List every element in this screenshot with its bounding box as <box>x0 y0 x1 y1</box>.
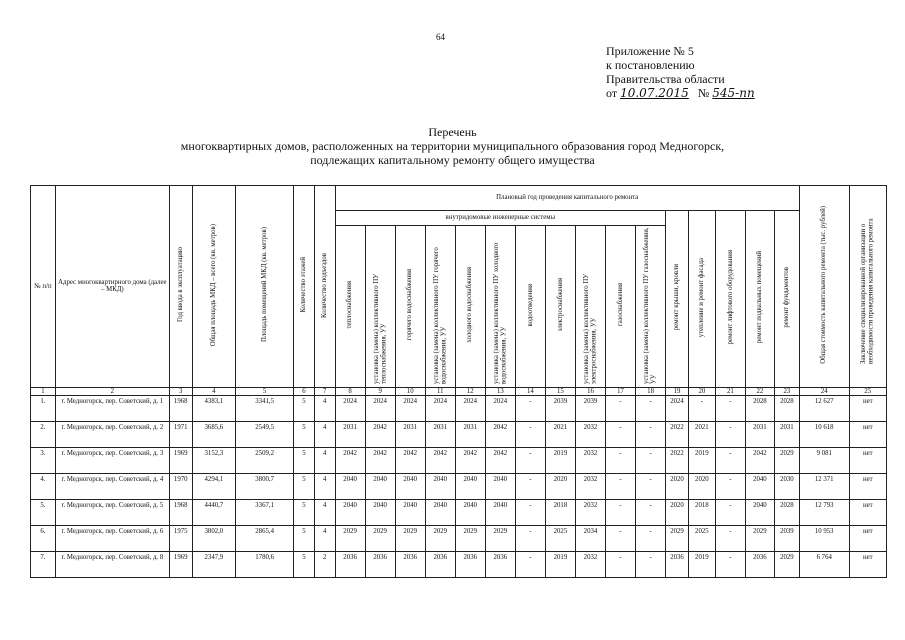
table-cell: 2040 <box>455 474 485 500</box>
header-entrances: Количество подъездов <box>314 186 335 388</box>
header-lift: ремонт лифтового оборудования <box>715 211 745 388</box>
table-cell: 2036 <box>745 552 774 578</box>
header-sewer: водоотведения <box>515 226 545 388</box>
column-number: 19 <box>666 387 689 396</box>
table-cell: 2040 <box>425 500 455 526</box>
table-cell: нет <box>849 552 886 578</box>
header-premises-area: Площадь помещений МКД (кв. метров) <box>236 186 294 388</box>
header-electric-pu: установка (замена) коллективного ПУ электроснабжения, УУ <box>575 226 605 388</box>
table-cell: 2865,4 <box>236 526 294 552</box>
handwritten-date: 10.07.2015 <box>620 86 689 100</box>
column-number: 10 <box>395 387 425 396</box>
table-cell: 2 <box>314 552 335 578</box>
table-cell: 2040 <box>745 474 774 500</box>
table-cell: 2029 <box>774 552 799 578</box>
table-cell: - <box>715 396 745 422</box>
table-cell: 9 081 <box>799 448 849 474</box>
table-row <box>31 422 887 448</box>
table-cell: 5 <box>294 526 315 552</box>
table-cell: 2024 <box>425 396 455 422</box>
table-cell: 2042 <box>485 422 515 448</box>
column-number: 18 <box>636 387 666 396</box>
table-cell: 2029 <box>485 526 515 552</box>
table-cell: 2040 <box>395 500 425 526</box>
table-cell: 2030 <box>774 474 799 500</box>
table-cell: 2028 <box>774 500 799 526</box>
column-number: 7 <box>314 387 335 396</box>
address-cell: г. Медногорск, пер. Советский, д. 5 <box>55 500 169 526</box>
table-cell: 2032 <box>575 500 605 526</box>
appendix-date-line <box>606 86 755 100</box>
table-cell: 10 618 <box>799 422 849 448</box>
table-cell: 12 627 <box>799 396 849 422</box>
table-cell: 2034 <box>575 526 605 552</box>
column-number: 4 <box>192 387 236 396</box>
header-heat: теплоснабжения <box>335 226 365 388</box>
table-cell: 2036 <box>335 552 365 578</box>
table-cell: 1971 <box>169 422 192 448</box>
header-facade: утепление и ремонт фасада <box>688 211 715 388</box>
capital-repair-table <box>30 185 887 578</box>
table-cell: 2020 <box>666 474 689 500</box>
header-planned-year: Плановый год проведения капитального ремонта <box>335 186 799 211</box>
header-electric: электроснабжения <box>545 226 575 388</box>
table-cell: 6. <box>31 526 56 552</box>
table-cell: 2029 <box>745 526 774 552</box>
table-cell: 2040 <box>455 500 485 526</box>
table-cell: 4 <box>314 526 335 552</box>
table-cell: 2024 <box>485 396 515 422</box>
table-cell: - <box>606 500 636 526</box>
header-floors: Количество этажей <box>294 186 315 388</box>
address-cell: г. Медногорск, пер. Советский, д. 1 <box>55 396 169 422</box>
column-number: 16 <box>575 387 605 396</box>
table-cell: - <box>715 500 745 526</box>
header-hotwater: горячего водоснабжения <box>395 226 425 388</box>
table-cell: 1975 <box>169 526 192 552</box>
address-cell: г. Медногорск, пер. Советский, д. 6 <box>55 526 169 552</box>
table-cell: 4 <box>314 448 335 474</box>
table-cell: 2032 <box>575 422 605 448</box>
table-cell: - <box>515 474 545 500</box>
table-cell: 3. <box>31 448 56 474</box>
table-cell: 2042 <box>395 448 425 474</box>
table-row <box>31 396 887 422</box>
table-cell: - <box>515 448 545 474</box>
handwritten-number: 545-пп <box>712 86 755 100</box>
table-cell: 2040 <box>425 474 455 500</box>
table-cell: 5 <box>294 552 315 578</box>
table-cell: 1969 <box>169 552 192 578</box>
table-cell: 2025 <box>688 526 715 552</box>
column-number: 20 <box>688 387 715 396</box>
header-year: Год ввода в эксплуатацию <box>169 186 192 388</box>
column-number: 15 <box>545 387 575 396</box>
table-cell: 2028 <box>745 396 774 422</box>
table-cell: - <box>715 422 745 448</box>
table-cell: 2549,5 <box>236 422 294 448</box>
table-cell: 2022 <box>666 422 689 448</box>
table-cell: 2042 <box>745 448 774 474</box>
table-cell: 1968 <box>169 396 192 422</box>
column-number: 21 <box>715 387 745 396</box>
table-cell: нет <box>849 500 886 526</box>
table-cell: 2029 <box>455 526 485 552</box>
header-heat-pu: установка (замена) коллективного ПУ теплоснабжения, УУ <box>365 226 395 388</box>
table-cell: 2032 <box>575 552 605 578</box>
table-cell: 2021 <box>545 422 575 448</box>
table-cell: 2032 <box>575 474 605 500</box>
table-cell: 2018 <box>688 500 715 526</box>
table-cell: 2040 <box>485 474 515 500</box>
column-number: 3 <box>169 387 192 396</box>
address-cell: г. Медногорск, пер. Советский, д. 8 <box>55 552 169 578</box>
table-cell: - <box>636 552 666 578</box>
header-gas-pu: установка (замена) коллективного ПУ газоснабжения, УУ <box>636 226 666 388</box>
table-cell: 2036 <box>365 552 395 578</box>
column-number-row <box>31 387 887 396</box>
table-cell: нет <box>849 396 886 422</box>
table-cell: 2029 <box>365 526 395 552</box>
table-cell: 2025 <box>545 526 575 552</box>
table-cell: 6 764 <box>799 552 849 578</box>
table-cell: 2024 <box>666 396 689 422</box>
table-cell: 2024 <box>365 396 395 422</box>
address-cell: г. Медногорск, пер. Советский, д. 3 <box>55 448 169 474</box>
from-label: от <box>606 86 618 100</box>
table-cell: 2040 <box>485 500 515 526</box>
header-hotwater-pu: установка (замена) коллективного ПУ горячего водоснабжения, УУ <box>425 226 455 388</box>
table-cell: 4 <box>314 500 335 526</box>
column-number: 8 <box>335 387 365 396</box>
table-cell: 4440,7 <box>192 500 236 526</box>
appendix-title: Приложение № 5 <box>606 44 694 58</box>
column-number: 13 <box>485 387 515 396</box>
table-cell: 5 <box>294 396 315 422</box>
table-cell: - <box>606 552 636 578</box>
table-cell: - <box>606 448 636 474</box>
page-number: 64 <box>436 32 445 42</box>
table-cell: 2031 <box>455 422 485 448</box>
table-cell: 2028 <box>774 396 799 422</box>
table-cell: 2029 <box>395 526 425 552</box>
header-engineering-systems: внутридомовые инженерные системы <box>335 211 666 226</box>
table-cell: 2036 <box>485 552 515 578</box>
column-number: 1 <box>31 387 56 396</box>
table-cell: 2029 <box>335 526 365 552</box>
table-cell: 5 <box>294 422 315 448</box>
table-cell: 12 371 <box>799 474 849 500</box>
table-cell: 5 <box>294 448 315 474</box>
table-cell: 1970 <box>169 474 192 500</box>
table-cell: 2036 <box>666 552 689 578</box>
header-total-area: Общая площадь МКД – всего (кв. метров) <box>192 186 236 388</box>
column-number: 24 <box>799 387 849 396</box>
table-cell: нет <box>849 526 886 552</box>
table-cell: 2042 <box>365 448 395 474</box>
table-cell: 1. <box>31 396 56 422</box>
table-cell: 2022 <box>666 448 689 474</box>
table-cell: 2020 <box>545 474 575 500</box>
table-cell: 1780,6 <box>236 552 294 578</box>
table-cell: 2019 <box>545 448 575 474</box>
table-cell: 2024 <box>455 396 485 422</box>
appendix-block <box>606 44 755 100</box>
table-cell: 2042 <box>455 448 485 474</box>
table-cell: - <box>636 526 666 552</box>
table-cell: 5 <box>294 474 315 500</box>
table-cell: 2032 <box>575 448 605 474</box>
column-number: 23 <box>774 387 799 396</box>
table-cell: 2019 <box>545 552 575 578</box>
table-cell: 2036 <box>425 552 455 578</box>
column-number: 9 <box>365 387 395 396</box>
table-cell: нет <box>849 474 886 500</box>
table-cell: - <box>636 396 666 422</box>
column-number: 2 <box>55 387 169 396</box>
table-cell: 2347,9 <box>192 552 236 578</box>
header-gas: газоснабжения <box>606 226 636 388</box>
table-cell: 2020 <box>688 474 715 500</box>
column-number: 5 <box>236 387 294 396</box>
header-address: Адрес многоквартирного дома (далее – МКД) <box>55 186 169 388</box>
table-cell: 4. <box>31 474 56 500</box>
table-cell: 1968 <box>169 500 192 526</box>
column-number: 6 <box>294 387 315 396</box>
table-row <box>31 448 887 474</box>
table-cell: - <box>606 396 636 422</box>
table-cell: - <box>606 422 636 448</box>
table-cell: 2039 <box>774 526 799 552</box>
column-number: 25 <box>849 387 886 396</box>
header-roof: ремонт крыши, кровли <box>666 211 689 388</box>
column-number: 22 <box>745 387 774 396</box>
column-number: 12 <box>455 387 485 396</box>
table-cell: 2039 <box>575 396 605 422</box>
table-cell: 2040 <box>395 474 425 500</box>
table-cell: 2031 <box>774 422 799 448</box>
table-cell: 3152,3 <box>192 448 236 474</box>
table-cell: нет <box>849 422 886 448</box>
table-cell: 2039 <box>545 396 575 422</box>
header-coldwater: холодного водоснабжения <box>455 226 485 388</box>
table-cell: 2042 <box>335 448 365 474</box>
table-cell: 2031 <box>335 422 365 448</box>
table-cell: - <box>606 526 636 552</box>
table-cell: 2042 <box>425 448 455 474</box>
table-cell: 4 <box>314 396 335 422</box>
table-cell: 3367,1 <box>236 500 294 526</box>
table-cell: 2019 <box>688 448 715 474</box>
table-cell: - <box>715 448 745 474</box>
table-cell: 5 <box>294 500 315 526</box>
table-cell: 4294,1 <box>192 474 236 500</box>
header-conclusion: Заключение специализированной организации о необходимости проведения капитального ремонта <box>849 186 886 388</box>
table-cell: 2042 <box>365 422 395 448</box>
table-cell: - <box>715 552 745 578</box>
table-cell: 2020 <box>666 500 689 526</box>
table-row <box>31 500 887 526</box>
table-cell: 5. <box>31 500 56 526</box>
table-cell: 2036 <box>455 552 485 578</box>
title-line-2: многоквартирных домов, расположенных на территории муниципального образования город Медногорск, <box>180 139 725 153</box>
table-cell: 3800,7 <box>236 474 294 500</box>
table-cell: 2031 <box>425 422 455 448</box>
header-num: № п/п <box>31 186 56 388</box>
table-cell: - <box>715 474 745 500</box>
header-cost: Общая стоимость капитального ремонта (тыс. рублей) <box>799 186 849 388</box>
table-cell: 2018 <box>545 500 575 526</box>
column-number: 11 <box>425 387 455 396</box>
address-cell: г. Медногорск, пер. Советский, д. 2 <box>55 422 169 448</box>
title-line-3: подлежащих капитальному ремонту общего имущества <box>310 153 595 167</box>
table-cell: - <box>606 474 636 500</box>
header-basement: ремонт подвальных помещений <box>745 211 774 388</box>
table-cell: - <box>515 500 545 526</box>
table-cell: 4383,1 <box>192 396 236 422</box>
table-cell: 2040 <box>365 474 395 500</box>
table-cell: 4 <box>314 474 335 500</box>
table-cell: 2031 <box>395 422 425 448</box>
table-cell: 10 953 <box>799 526 849 552</box>
table-cell: - <box>515 526 545 552</box>
table-cell: 2024 <box>335 396 365 422</box>
table-cell: нет <box>849 448 886 474</box>
table-cell: - <box>515 422 545 448</box>
table-cell: 2029 <box>425 526 455 552</box>
table-cell: 2019 <box>688 552 715 578</box>
table-cell: 2509,2 <box>236 448 294 474</box>
table-cell: 2031 <box>745 422 774 448</box>
table-cell: - <box>688 396 715 422</box>
document-title <box>0 125 905 167</box>
table-cell: 2021 <box>688 422 715 448</box>
table-cell: 12 793 <box>799 500 849 526</box>
table-row <box>31 552 887 578</box>
table-cell: - <box>636 474 666 500</box>
number-label: № <box>697 86 710 100</box>
table-cell: 1969 <box>169 448 192 474</box>
header-foundation: ремонт фундаментов <box>774 211 799 388</box>
table-cell: 2029 <box>666 526 689 552</box>
table-cell: - <box>515 552 545 578</box>
table-cell: 3802,0 <box>192 526 236 552</box>
table-cell: 3685,6 <box>192 422 236 448</box>
address-cell: г. Медногорск, пер. Советский, д. 4 <box>55 474 169 500</box>
table-cell: 2040 <box>335 474 365 500</box>
table-cell: 2040 <box>745 500 774 526</box>
table-cell: 2042 <box>485 448 515 474</box>
table-row <box>31 526 887 552</box>
table-cell: 3341,5 <box>236 396 294 422</box>
table-cell: 2029 <box>774 448 799 474</box>
table-cell: 2040 <box>335 500 365 526</box>
header-coldwater-pu: установка (замена) коллективного ПУ холодного водоснабжения, УУ <box>485 226 515 388</box>
table-cell: 2. <box>31 422 56 448</box>
appendix-resolution: к постановлению <box>606 58 695 72</box>
table-cell: 2040 <box>365 500 395 526</box>
table-cell: 2036 <box>395 552 425 578</box>
table-cell: - <box>636 422 666 448</box>
column-number: 17 <box>606 387 636 396</box>
table-cell: - <box>715 526 745 552</box>
column-number: 14 <box>515 387 545 396</box>
table-row <box>31 474 887 500</box>
table-cell: 2024 <box>395 396 425 422</box>
appendix-government: Правительства области <box>606 72 725 86</box>
table-cell: 7. <box>31 552 56 578</box>
table-cell: 4 <box>314 422 335 448</box>
table-cell: - <box>636 500 666 526</box>
table-cell: - <box>636 448 666 474</box>
title-line-1: Перечень <box>428 125 477 139</box>
table-cell: - <box>515 396 545 422</box>
